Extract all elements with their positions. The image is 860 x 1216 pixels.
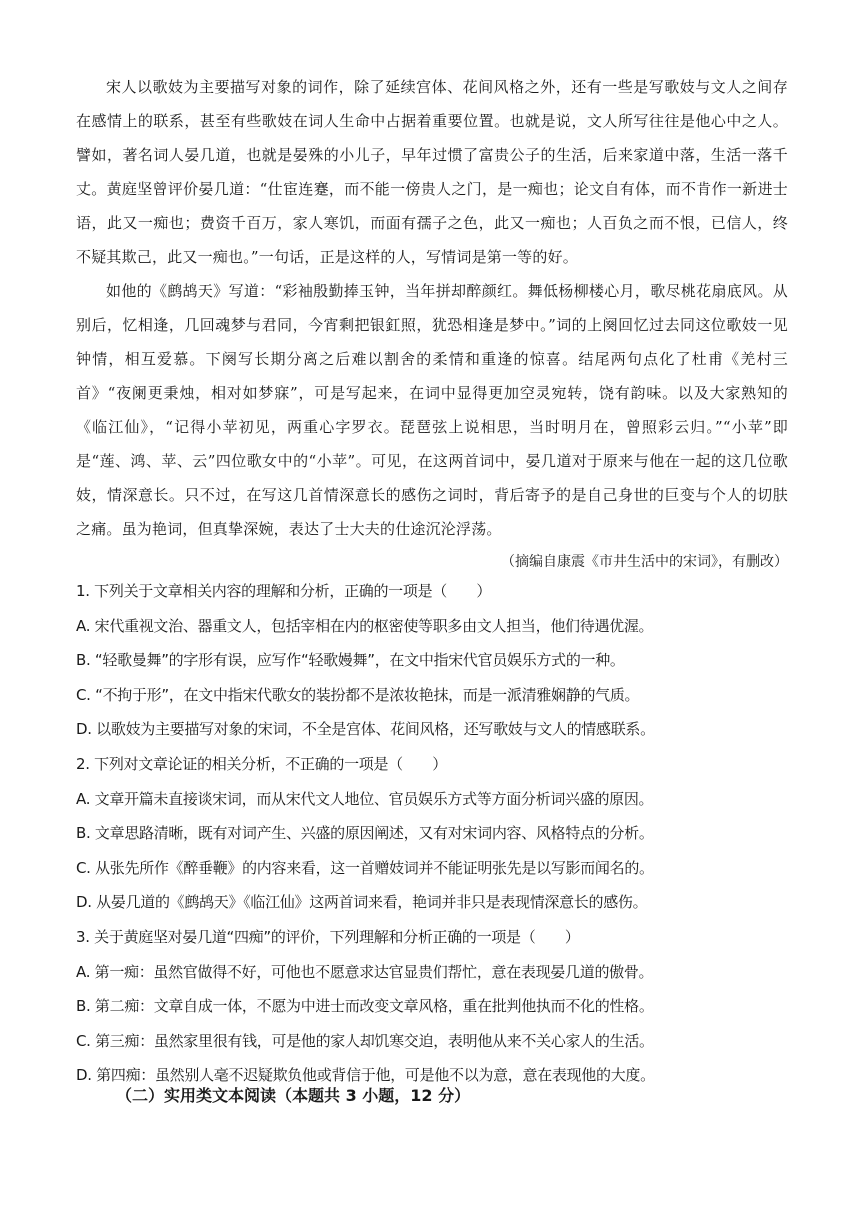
reading-passage xyxy=(76,70,788,578)
question-2-option-d: D. 从晏几道的《鹧鸪天》《临江仙》这两首词来看，艳词并非只是表现情深意长的感伤。 xyxy=(76,893,648,912)
question-1-stem: 1. 下列关于文章相关内容的理解和分析，正确的一项是（ ） xyxy=(76,582,492,600)
question-2-option-c: C. 从张先所作《醉垂鞭》的内容来看，这一首赠妓词并不能证明张先是以写影而闻名的。 xyxy=(76,858,654,877)
question-3-option-b: B. 第二痴：文章自成一体，不愿为中进士而改变文章风格，重在批判他执而不化的性格。 xyxy=(76,997,654,1016)
question-3-option-d: D. 第四痴：虽然别人毫不迟疑欺负他或背信于他，可是他不以为意，意在表现他的大度。 xyxy=(76,1066,655,1085)
question-1-option-b: B. “轻歌曼舞”的字形有误，应写作“轻歌嫚舞”，在文中指宋代官员娱乐方式的一种。 xyxy=(76,651,625,670)
question-list xyxy=(76,574,788,1093)
question-2-option-a: A. 文章开篇未直接谈宋词，而从宋代文人地位、官员娱乐方式等方面分析词兴盛的原因。 xyxy=(76,789,654,808)
question-3-stem: 3. 关于黄庭坚对晏几道“四痴”的评价，下列理解和分析正确的一项是（ ） xyxy=(76,927,580,946)
passage-paragraph-1: 宋人以歌妓为主要描写对象的词作，除了延续宫体、花间风格之外，还有一些是写歌妓与文人之间存在感情上的联系，甚至有些歌妓在词人生命中占据着重要位置。也就是说，文人所写往往是他心中之人。譬如，著名词人晏几道，也就是晏殊的小儿子，早年过惯了富贵公子的生活，后来家道中落，生活一落千丈。黄庭坚曾评价晏几道：“仕宦连蹇，而不能一傍贵人之门，是一痴也；论文自有体，而不肯作一新进士语，此又一痴也；费资千百万，家人寒饥，而面有孺子之色，此又一痴也；人百负之而不恨，已信人，终不疑其欺己，此又一痴也。”一句话，正是这样的人，写情词是第一等的好。 xyxy=(76,78,788,266)
passage-source: （摘编自康震《市井生活中的宋词》，有删改） xyxy=(501,554,788,570)
question-1-option-d: D. 以歌妓为主要描写对象的宋词，不全是宫体、花间风格，还写歌妓与文人的情感联系。 xyxy=(76,720,655,739)
question-3-option-a: A. 第一痴：虽然官做得不好，可他也不愿意求达官显贵们帮忙，意在表现晏几道的傲骨。 xyxy=(76,962,654,981)
question-2-stem: 2. 下列对文章论证的相关分析，不正确的一项是（ ） xyxy=(76,754,447,773)
passage-paragraph-2: 如他的《鹧鸪天》写道：“彩袖殷勤捧玉钟，当年拼却醉颜红。舞低杨柳楼心月，歌尽桃花扇底风。从别后，忆相逢，几回魂梦与君同，今宵剩把银釭照，犹恐相逢是梦中。”词的上阕回忆过去同这位歌妓一见钟情，相互爱慕。下阕写长期分离之后难以割舍的柔情和重逢的惊喜。结尾两句点化了杜甫《羌村三首》“夜阑更秉烛，相对如梦寐”，可是写起来，在词中显得更加空灵宛转，饶有韵味。以及大家熟知的《临江仙》，“记得小苹初见，两重心字罗衣。琵琶弦上说相思，当时明月在，曾照彩云归。”“小苹”即是“莲、鸿、苹、云”四位歌女中的“小苹”。可见，在这两首词中，晏几道对于原来与他在一起的这几位歌妓，情深意长。只不过，在写这几首情深意长的感伤之词时，背后寄予的是自己身世的巨变与个人的切肤之痛。虽为艳词，但真挚深婉，表达了士大夫的仕途沉沦浮荡。 xyxy=(76,282,788,538)
question-3-option-c: C. 第三痴：虽然家里很有钱，可是他的家人却饥寒交迫，表明他从来不关心家人的生活。 xyxy=(76,1031,654,1050)
question-2-option-b: B. 文章思路清晰，既有对词产生、兴盛的原因阐述，又有对宋词内容、风格特点的分析。 xyxy=(76,824,654,843)
section-heading: （二）实用类文本阅读（本题共 3 小题，12 分） xyxy=(116,1086,471,1105)
question-1-option-a: A. 宋代重视文治、器重文人，包括宰相在内的枢密使等职多由文人担当，他们待遇优渥。 xyxy=(76,616,654,635)
question-1-option-c: C. “不拘于形”，在文中指宋代歌女的装扮都不是浓妆艳抹，而是一派清雅娴静的气质。 xyxy=(76,685,640,704)
